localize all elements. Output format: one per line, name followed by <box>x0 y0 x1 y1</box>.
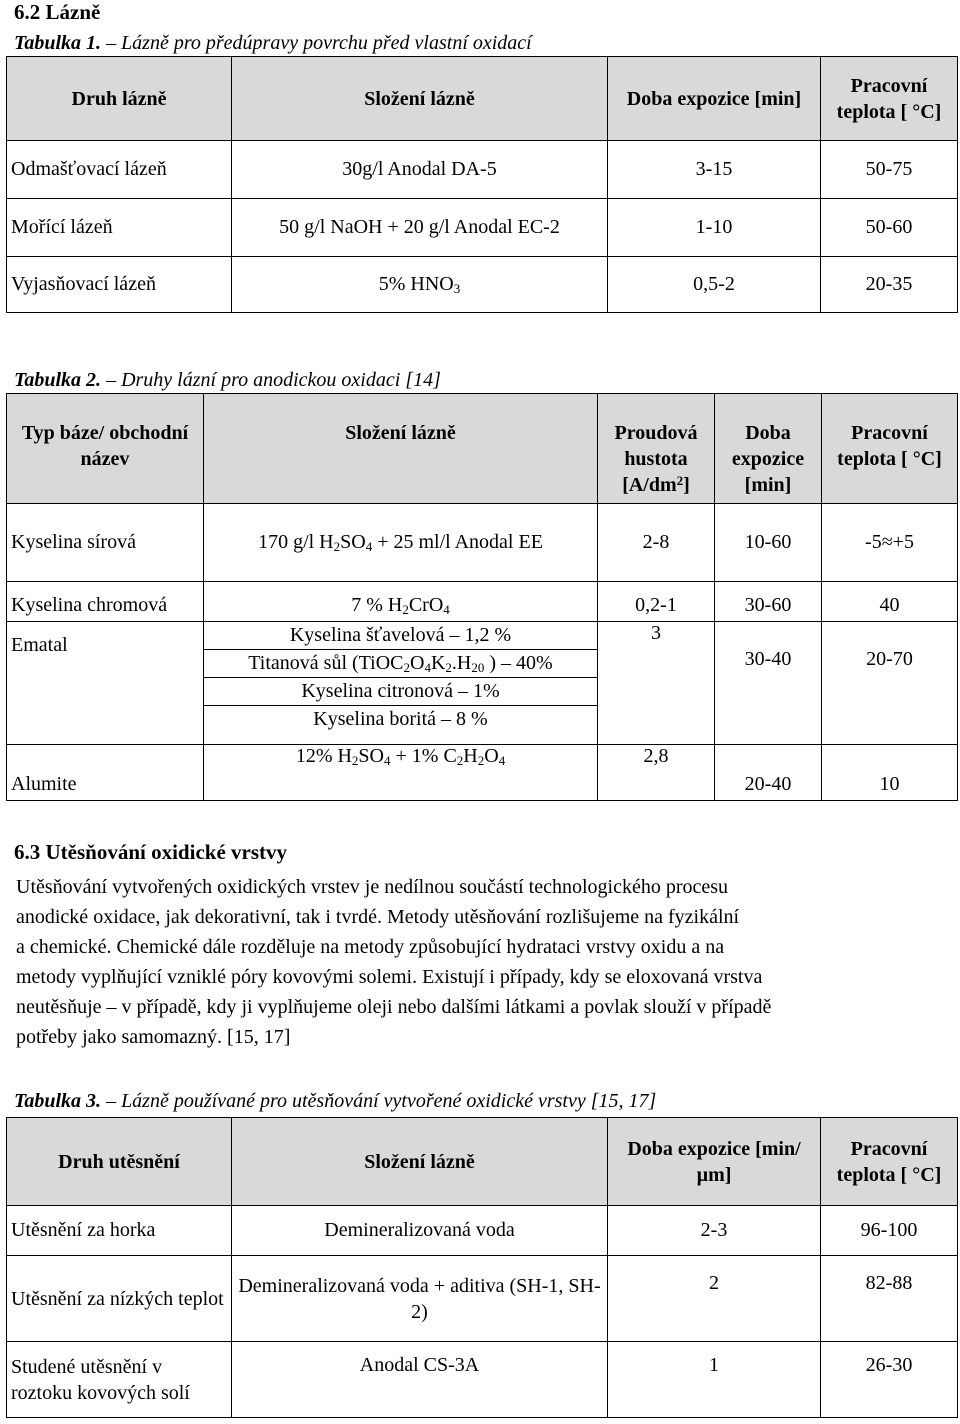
table-row <box>7 745 958 801</box>
table-cell: Demineralizovaná voda <box>232 1206 608 1256</box>
table-pretreatment-baths <box>6 56 958 313</box>
table-cell: Utěsnění za horka <box>7 1206 232 1256</box>
t1-header-exposure: Doba expozice [min] <box>608 57 821 141</box>
unit-pre: [A/dm <box>622 474 677 496</box>
ematal-line-1: Kyselina šťavelová – 1,2 % <box>204 622 597 650</box>
table-cell: 50-60 <box>821 199 958 257</box>
t3-header-temperature: Pracovní teplota [ °C] <box>821 1118 958 1206</box>
t2-header-exposure: Doba expozice [min] <box>715 394 822 504</box>
table-cell: -5≈+5 <box>822 504 958 582</box>
t2-header-type: Typ báze/ obchodní název <box>7 394 204 504</box>
sealing-paragraph <box>16 872 944 1052</box>
paragraph-line: anodické oxidace, jak dekorativní, tak i tvrdé. Metody utěsňování rozlišujeme na fyzikální <box>16 906 740 928</box>
table-cell: 82-88 <box>821 1256 958 1342</box>
table-cell: 30-60 <box>715 582 822 622</box>
table-cell: Studené utěsnění v roztoku kovových solí <box>7 1342 232 1418</box>
table-cell: Anodal CS-3A <box>232 1342 608 1418</box>
table-row <box>7 141 958 199</box>
section-heading-baths: 6.2 Lázně <box>14 0 101 24</box>
table-cell: 1 <box>608 1342 821 1418</box>
table-cell: 7 % $H_2CrO_4$ <box>204 582 598 622</box>
table-cell: 40 <box>822 582 958 622</box>
table-cell: 20-40 <box>715 745 822 801</box>
table-row <box>7 582 958 622</box>
t1-header-composition: Složení lázně <box>232 57 608 141</box>
table-row <box>7 1256 958 1342</box>
table-cell: 2 <box>608 1256 821 1342</box>
table-cell: Kyselina sírová <box>7 504 204 582</box>
table-cell: 30g/l Anodal DA-5 <box>232 141 608 199</box>
table-cell: 3-15 <box>608 141 821 199</box>
table-cell: Alumite <box>7 745 204 801</box>
table-cell-ematal-composition <box>204 622 598 745</box>
table-cell: 96-100 <box>821 1206 958 1256</box>
table-cell: Odmašťovací lázeň <box>7 141 232 199</box>
table-cell: Utěsnění za nízkých teplot <box>7 1256 232 1342</box>
table-cell: Vyjasňovací lázeň <box>7 257 232 313</box>
t3-header-exposure: Doba expozice [min/µm] <box>608 1118 821 1206</box>
hno3-subscript: 3 <box>453 281 461 296</box>
table-cell: Demineralizovaná voda + aditiva (SH-1, SH-2) <box>232 1256 608 1342</box>
table-cell: 2-3 <box>608 1206 821 1256</box>
ematal-line-3: Kyselina citronová – 1% <box>204 678 597 706</box>
table3-caption-text: Lázně používané pro utěsňování vytvořené oxidické vrstvy [15, 17] <box>121 1090 657 1112</box>
table-row <box>7 199 958 257</box>
hno3-text: 5% HNO <box>378 273 454 295</box>
table-cell: 2-8 <box>598 504 715 582</box>
table-cell: 50 g/l NaOH + 20 g/l Anodal EC-2 <box>232 199 608 257</box>
table-cell: 12% $H_2SO_4 + 1\%$ $C_2H_2O_4$ <box>204 745 598 801</box>
table3-caption-label: Tabulka 3. <box>14 1090 102 1112</box>
table2-caption-text: Druhy lázní pro anodickou oxidaci [14] <box>121 369 441 391</box>
table3-caption: Tabulka 3. – Lázně používané pro utěsňování vytvořené oxidické vrstvy [15, 17] <box>14 1090 657 1112</box>
table-row <box>7 1206 958 1256</box>
table2-caption: Tabulka 2. – Druhy lázní pro anodickou oxidaci [14] <box>14 369 441 391</box>
table-cell: 0,2-1 <box>598 582 715 622</box>
section-heading-sealing: 6.3 Utěsňování oxidické vrstvy <box>14 840 287 864</box>
table-cell: 2,8 <box>598 745 715 801</box>
table-cell: 26-30 <box>821 1342 958 1418</box>
t2-header-temperature: Pracovní teplota [ °C] <box>822 394 958 504</box>
paragraph-line: Utěsňování vytvořených oxidických vrstev je nedílnou součástí technologického procesu <box>16 876 729 898</box>
table-row <box>7 504 958 582</box>
t3-header-type: Druh utěsnění <box>7 1118 232 1206</box>
table-cell: 3 <box>598 622 715 745</box>
ematal-line-4: Kyselina boritá – 8 % <box>313 708 488 730</box>
t2-header-current: Proudová hustota $[A/dm^2]$ <box>598 394 715 504</box>
table1-caption-text: Lázně pro předúpravy povrchu před vlastní oxidací <box>121 32 532 54</box>
table-cell: 0,5-2 <box>608 257 821 313</box>
table-cell: 20-35 <box>821 257 958 313</box>
paragraph-line: neutěsňuje – v případě, kdy ji vyplňujeme oleji nebo dalšími látkami a povlak slouží v případě <box>16 996 772 1018</box>
t3-header-composition: Složení lázně <box>232 1118 608 1206</box>
paragraph-line: potřeby jako samomazný. [15, 17] <box>16 1026 291 1048</box>
table2-caption-label: Tabulka 2. <box>14 369 102 391</box>
table-cell: Ematal <box>7 622 204 745</box>
unit-sup: 2 <box>676 473 684 488</box>
table-row <box>7 622 958 745</box>
t1-header-temperature: Pracovní teplota [ °C] <box>821 57 958 141</box>
paragraph-line: a chemické. Chemické dále rozděluje na metody způsobující hydrataci vrstvy oxidu a na <box>16 936 725 958</box>
table-cell: 30-40 <box>715 622 822 745</box>
table1-caption: Tabulka 1. – Lázně pro předúpravy povrchu před vlastní oxidací <box>14 32 532 54</box>
unit-post: ] <box>683 474 690 496</box>
t2-header-composition: Složení lázně <box>204 394 598 504</box>
table-cell: 10 <box>822 745 958 801</box>
table-cell: Mořící lázeň <box>7 199 232 257</box>
t1-header-type: Druh lázně <box>7 57 232 141</box>
table-cell <box>232 257 608 313</box>
table-cell: 10-60 <box>715 504 822 582</box>
table-cell: 170 g/l $H_2SO_4 + 25$ ml/l Anodal EE <box>204 504 598 582</box>
table-cell: 20-70 <box>822 622 958 745</box>
table1-caption-label: Tabulka 1. <box>14 32 102 54</box>
table-row <box>7 1342 958 1418</box>
table-cell: Kyselina chromová <box>7 582 204 622</box>
table-cell: 50-75 <box>821 141 958 199</box>
paragraph-line: metody vyplňující vzniklé póry kovovými solemi. Existují i případy, kdy se eloxovaná vrstva <box>16 966 763 988</box>
table-sealing-baths <box>6 1117 958 1418</box>
ematal-line-2: Titanová sůl ($TiOC_2O_4K_2.H_{20}$ ) – 40% <box>204 650 597 678</box>
table-anodizing-baths <box>6 393 958 801</box>
table-cell: 1-10 <box>608 199 821 257</box>
table-row <box>7 257 958 313</box>
